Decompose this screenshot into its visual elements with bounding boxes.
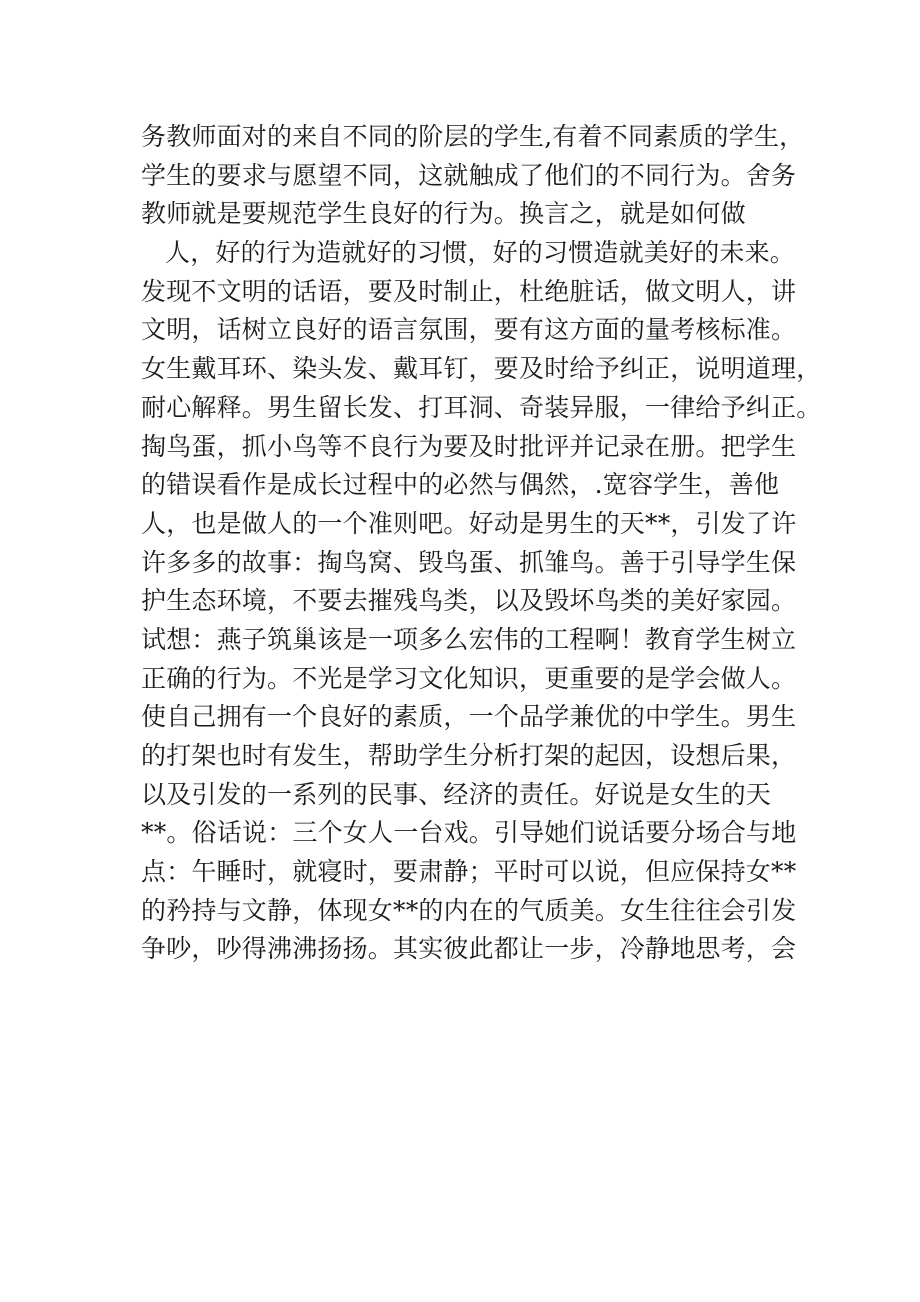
text-line: 点：午睡时，就寝时，要肃静；平时可以说，但应保持女** — [141, 857, 797, 887]
text-line: 人，好的行为造就好的习惯，好的习惯造就美好的未来。 — [165, 238, 796, 268]
text-line: 的打架也时有发生，帮助学生分析打架的起因，设想后果， — [141, 741, 797, 770]
text-line: 的错误看作是成长过程中的必然与偶然，.宽容学生，善他 — [141, 470, 780, 500]
text-line: **。俗话说：三个女人一台戏。引导她们说话要分场合与地 — [141, 818, 797, 848]
text-line: 许多多的故事：掏鸟窝、毁鸟蛋、抓雏鸟。善于引导学生保 — [141, 547, 797, 577]
text-line: 争吵，吵得沸沸扬扬。其实彼此都让一步，冷静地思考，会 — [141, 934, 797, 964]
text-line: 教师就是要规范学生良好的行为。换言之，就是如何做 — [141, 199, 746, 229]
text-line: 护生态环境，不要去摧残鸟类，以及毁坏鸟类的美好家园。 — [141, 586, 797, 616]
body-text — [141, 118, 821, 969]
text-line: 以及引发的一系列的民事、经济的责任。好说是女生的天 — [141, 779, 772, 809]
text-line: 正确的行为。不光是学习文化知识，更重要的是学会做人。 — [141, 663, 797, 693]
text-line: 务教师面对的来自不同的阶层的学生,有着不同素质的学生， — [141, 122, 805, 151]
text-line: 人，也是做人的一个准则吧。好动是男生的天**，引发了许 — [141, 508, 797, 538]
text-line: 文明，话树立良好的语言氛围，要有这方面的量考核标准。 — [141, 315, 797, 345]
text-line: 掏鸟蛋，抓小鸟等不良行为要及时批评并记录在册。把学生 — [141, 431, 797, 461]
text-line: 学生的要求与愿望不同，这就触成了他们的不同行为。舍务 — [141, 160, 797, 190]
text-line: 发现不文明的话语，要及时制止，杜绝脏话，做文明人，讲 — [141, 276, 797, 306]
text-line: 的矜持与文静，体现女**的内在的气质美。女生往往会引发 — [141, 895, 797, 925]
text-line: 耐心解释。男生留长发、打耳洞、奇装异服，一律给予纠正。 — [141, 392, 822, 422]
text-line: 使自己拥有一个良好的素质，一个品学兼优的中学生。男生 — [141, 702, 797, 732]
text-line: 女生戴耳环、染头发、戴耳钉，要及时给予纠正，说明道理， — [141, 354, 822, 384]
text-line: 试想：燕子筑巢该是一项多么宏伟的工程啊！教育学生树立 — [141, 624, 797, 654]
